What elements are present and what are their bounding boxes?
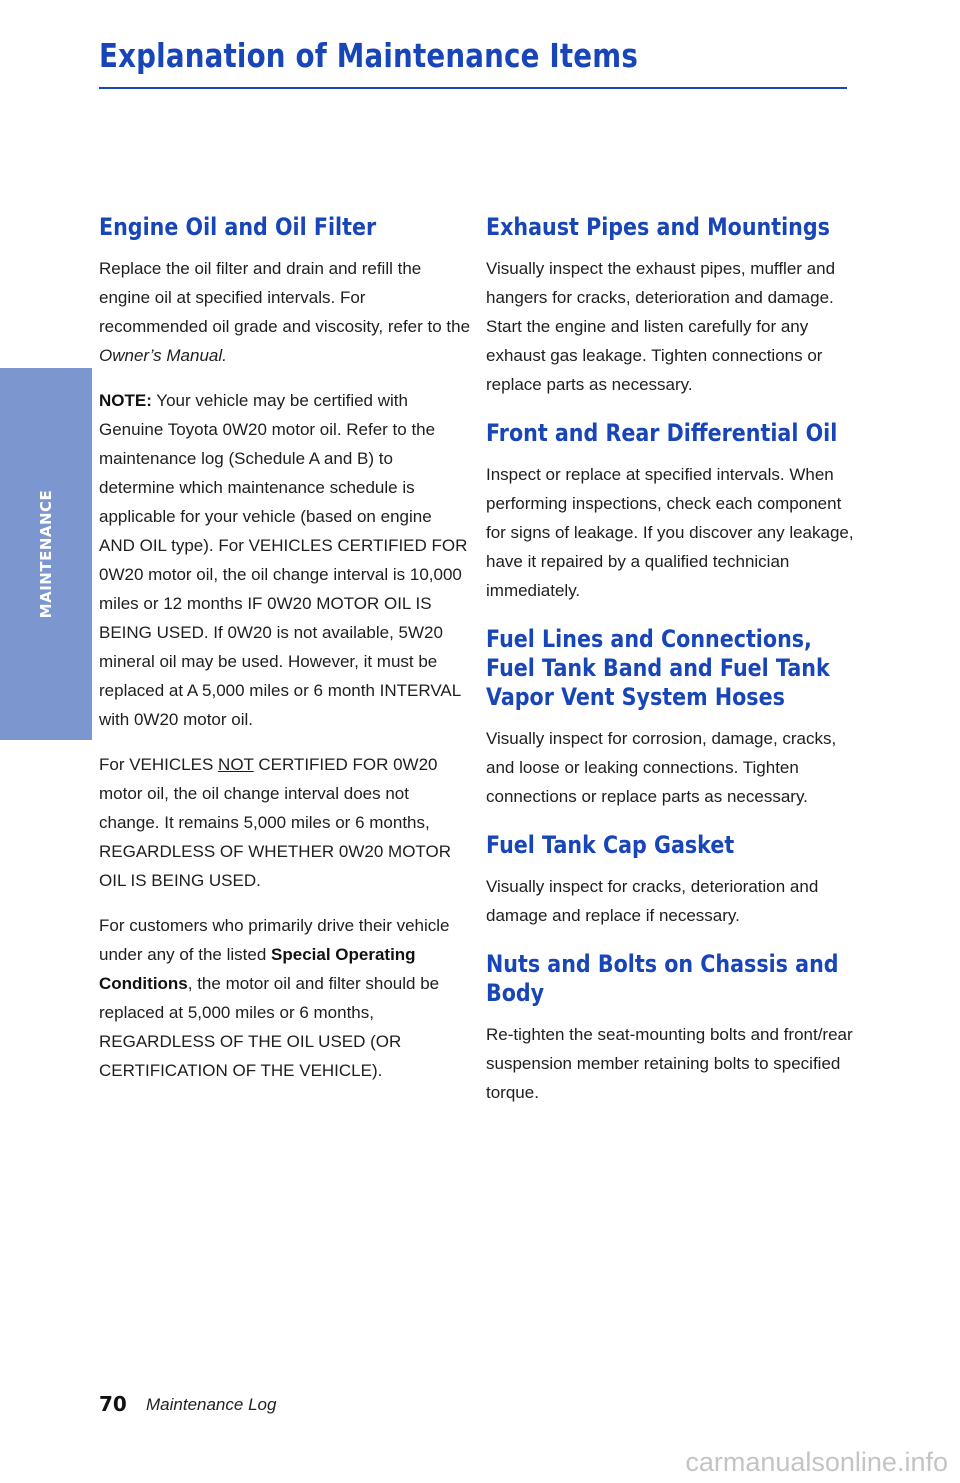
- heading-fuel-cap: Fuel Tank Cap Gasket: [486, 831, 735, 859]
- note-text: Your vehicle may be certified with Genuine Toyota 0W20 motor oil. Refer to the maintenance log (Schedule A and B) to determine which maintenance schedule is applicable for your vehicle (based on engine AND OIL type). For VEHICLES CERTIFIED FOR 0W20 motor oil, the oil change interval is 10,000 miles or 12 months IF 0W20 MOTOR OIL IS BEING USED. If 0W20 is not available, 5W20 mineral oil may be used. However, it must be replaced at A 5,000 miles or 6 month INTERVAL with 0W20 motor oil.: [99, 391, 468, 729]
- heading-fuel-lines-line3: Vapor Vent System Hoses: [486, 683, 785, 711]
- not-emphasis: NOT: [218, 755, 254, 774]
- left-column: [99, 213, 471, 1085]
- heading-nuts-bolts: [486, 950, 839, 1008]
- page-number: 70: [99, 1392, 127, 1416]
- heading-exhaust: Exhaust Pipes and Mountings: [486, 213, 830, 241]
- right-column: [486, 213, 858, 1107]
- heading-fuel-lines-line2: Fuel Tank Band and Fuel Tank: [486, 654, 830, 682]
- paragraph-oil-filter-text: Replace the oil filter and drain and refill the engine oil at specified intervals. For recommended oil grade and viscosity, refer to the: [99, 259, 471, 336]
- paragraph-fuel-cap: Visually inspect for cracks, deterioration and damage and replace if necessary.: [486, 877, 819, 925]
- section-nuts-bolts: [486, 950, 858, 1107]
- not-certified-text-b: CERTIFIED FOR 0W20 motor oil, the oil change interval does not change. It remains 5,000 miles or 6 months, REGARDLESS OF WHETHER 0W20 MOTOR OIL IS BEING USED.: [99, 755, 452, 890]
- paragraph-fuel-lines: Visually inspect for corrosion, damage, cracks, and loose or leaking connections. Tighten connections or replace parts as necessary.: [486, 729, 837, 806]
- paragraph-oil-filter: [99, 254, 471, 370]
- paragraph-not-certified: [99, 750, 471, 895]
- section-exhaust: [486, 213, 858, 399]
- section-engine-oil: [99, 213, 471, 1085]
- side-tab: [0, 368, 92, 740]
- side-tab-label: MAINTENANCE: [37, 489, 55, 619]
- special-conditions-text-a: For customers who primarily drive their vehicle under any of the listed: [99, 916, 450, 964]
- page-title: Explanation of Maintenance Items: [99, 36, 639, 75]
- paragraph-note: [99, 386, 471, 734]
- heading-nuts-bolts-line1: Nuts and Bolts on Chassis and: [486, 950, 839, 978]
- heading-engine-oil: Engine Oil and Oil Filter: [99, 213, 377, 241]
- not-certified-text-a: For VEHICLES: [99, 755, 219, 774]
- special-conditions-bold: Special Operating Conditions: [99, 945, 416, 993]
- special-conditions-text-b: , the motor oil and filter should be replaced at 5,000 miles or 6 months, REGARDLESS OF THE OIL USED (OR CERTIFICATION OF THE VEHICLE).: [99, 974, 440, 1080]
- section-fuel-lines: [486, 625, 858, 811]
- title-rule: [99, 87, 847, 89]
- paragraph-nuts-bolts: Re-tighten the seat-mounting bolts and front/rear suspension member retaining bolts to specified torque.: [486, 1025, 853, 1102]
- heading-fuel-lines-line1: Fuel Lines and Connections,: [486, 625, 812, 653]
- section-fuel-cap: [486, 831, 858, 930]
- paragraph-differential: Inspect or replace at specified intervals. When performing inspections, check each component for signs of leakage. If you discover any leakage, have it repaired by a qualified technician immediately.: [486, 465, 854, 600]
- watermark: carmanualsonline.info: [685, 1447, 948, 1477]
- footer-label: Maintenance Log: [146, 1395, 277, 1414]
- owners-manual-reference: Owner’s Manual.: [99, 346, 227, 365]
- paragraph-exhaust: Visually inspect the exhaust pipes, muffler and hangers for cracks, deterioration and damage. Start the engine and listen carefully for any exhaust gas leakage. Tighten connections or replace parts as necessary.: [486, 259, 836, 394]
- heading-differential: Front and Rear Differential Oil: [486, 419, 838, 447]
- section-differential: [486, 419, 858, 605]
- heading-fuel-lines: [486, 625, 830, 712]
- heading-nuts-bolts-line2: Body: [486, 979, 545, 1007]
- paragraph-special-conditions: [99, 911, 471, 1085]
- note-label: NOTE:: [99, 391, 152, 410]
